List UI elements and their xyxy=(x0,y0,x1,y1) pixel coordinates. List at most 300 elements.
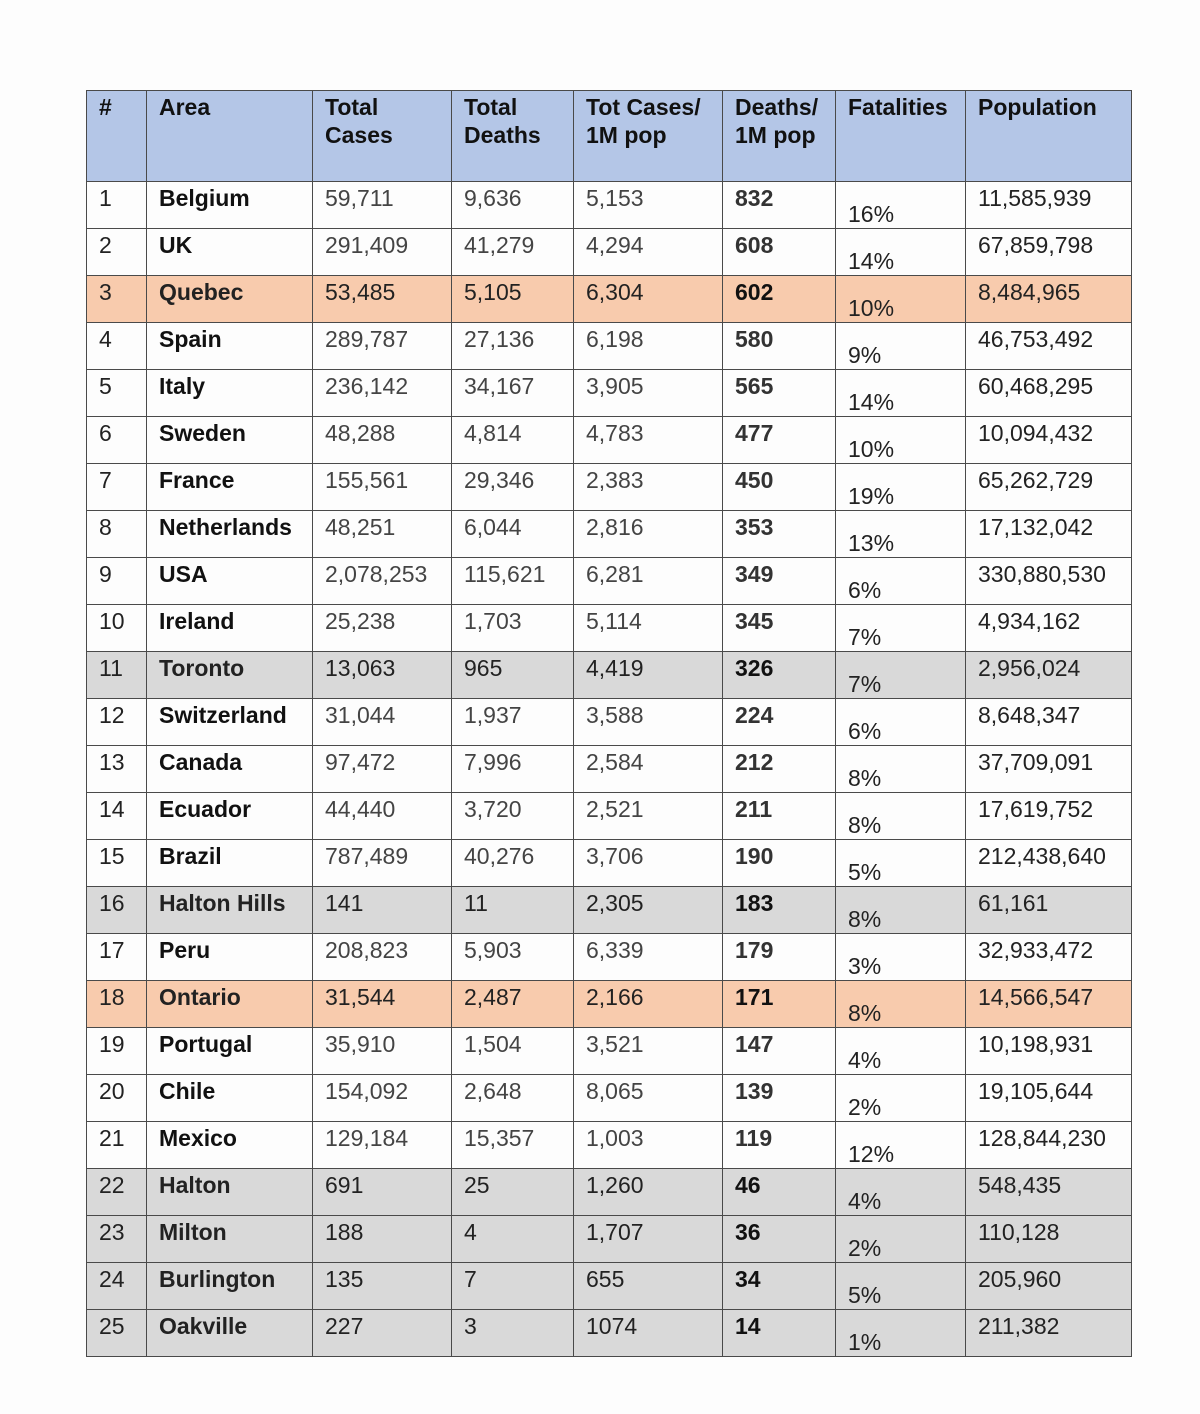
cell-value: 965 xyxy=(464,655,503,681)
cell-value: 48,251 xyxy=(325,514,396,540)
cell-rank xyxy=(87,1310,147,1357)
cell-value: 2 xyxy=(99,232,112,258)
cell-rank xyxy=(87,840,147,887)
cell-fatalities xyxy=(836,746,966,793)
table-row xyxy=(87,1122,1132,1169)
cell-value: 22 xyxy=(99,1172,125,1198)
cell-value: 211,382 xyxy=(978,1313,1060,1339)
cell-fatalities xyxy=(836,511,966,558)
cell-fatalities xyxy=(836,1122,966,1169)
cell-total-cases xyxy=(313,934,452,981)
cell-value: 59,711 xyxy=(325,185,394,211)
cell-value: 17 xyxy=(99,937,125,963)
cell-value: 3 xyxy=(464,1313,477,1339)
cell-value: Spain xyxy=(159,326,222,352)
table-row xyxy=(87,981,1132,1028)
cell-rank xyxy=(87,1169,147,1216)
cell-value: Ontario xyxy=(159,984,241,1010)
column-header-total-deaths xyxy=(452,91,574,182)
cell-value: 3,588 xyxy=(586,702,644,728)
cell-rank xyxy=(87,229,147,276)
cell-fatalities xyxy=(836,464,966,511)
cell-value: 6,304 xyxy=(586,279,644,305)
cell-cases-per-1m xyxy=(574,1216,723,1263)
cell-population xyxy=(966,699,1132,746)
cell-value: 15,357 xyxy=(464,1125,535,1151)
cell-value: 655 xyxy=(586,1266,625,1292)
cell-value: 6 xyxy=(99,420,112,446)
cell-value: 608 xyxy=(735,232,774,258)
cell-area xyxy=(147,887,313,934)
table-row xyxy=(87,417,1132,464)
cell-area xyxy=(147,1216,313,1263)
cell-rank xyxy=(87,1263,147,1310)
cell-population xyxy=(966,558,1132,605)
cell-value: 208,823 xyxy=(325,937,409,963)
cell-value: 139 xyxy=(735,1078,774,1104)
cell-value: 60,468,295 xyxy=(978,373,1094,399)
cell-total-deaths xyxy=(452,887,574,934)
cell-deaths-per-1m xyxy=(723,1122,836,1169)
cell-rank xyxy=(87,1216,147,1263)
column-header-line1: Population xyxy=(978,94,1097,120)
cell-value: 21 xyxy=(99,1125,125,1151)
cell-value: 6,198 xyxy=(586,326,644,352)
cell-value: UK xyxy=(159,232,193,258)
cell-population xyxy=(966,1169,1132,1216)
table-row xyxy=(87,793,1132,840)
cell-population xyxy=(966,1263,1132,1310)
cell-value: 14,566,547 xyxy=(978,984,1094,1010)
cell-value: Ecuador xyxy=(159,796,252,822)
cell-deaths-per-1m xyxy=(723,605,836,652)
cell-total-cases xyxy=(313,981,452,1028)
cell-total-cases xyxy=(313,1310,452,1357)
cell-value: 3 xyxy=(99,279,112,305)
cell-rank xyxy=(87,793,147,840)
cell-rank xyxy=(87,746,147,793)
cell-value: 236,142 xyxy=(325,373,409,399)
column-header-line1: Total xyxy=(464,94,518,120)
cell-fatalities xyxy=(836,276,966,323)
cell-population xyxy=(966,511,1132,558)
cell-value: 5 xyxy=(99,373,112,399)
table-body xyxy=(87,182,1132,1357)
cell-fatalities xyxy=(836,605,966,652)
cell-value: Belgium xyxy=(159,185,250,211)
cell-value: 16% xyxy=(848,201,895,227)
table-row xyxy=(87,1075,1132,1122)
cell-value: 40,276 xyxy=(464,843,535,869)
cell-value: 2,521 xyxy=(586,796,644,822)
cell-value: 135 xyxy=(325,1266,364,1292)
cell-area xyxy=(147,699,313,746)
cell-value: 5,114 xyxy=(586,608,642,634)
cell-value: 27,136 xyxy=(464,326,535,352)
cell-deaths-per-1m xyxy=(723,417,836,464)
cell-cases-per-1m xyxy=(574,464,723,511)
cell-value: 41,279 xyxy=(464,232,535,258)
cell-population xyxy=(966,370,1132,417)
cell-fatalities xyxy=(836,1216,966,1263)
cell-cases-per-1m xyxy=(574,417,723,464)
cell-deaths-per-1m xyxy=(723,840,836,887)
cell-population xyxy=(966,1028,1132,1075)
cell-value: 10 xyxy=(99,608,125,634)
cell-value: 353 xyxy=(735,514,774,540)
cell-value: 8,065 xyxy=(586,1078,644,1104)
cell-value: 7 xyxy=(99,467,112,493)
header-row xyxy=(87,91,1132,182)
cell-value: Oakville xyxy=(159,1313,248,1339)
cell-total-cases xyxy=(313,1169,452,1216)
cell-total-deaths xyxy=(452,934,574,981)
cell-cases-per-1m xyxy=(574,1122,723,1169)
cell-value: 345 xyxy=(735,608,774,634)
cell-value: 4,934,162 xyxy=(978,608,1081,634)
cell-deaths-per-1m xyxy=(723,699,836,746)
cell-value: Netherlands xyxy=(159,514,292,540)
cell-value: 23 xyxy=(99,1219,125,1245)
cell-value: 11 xyxy=(99,655,123,681)
cell-value: 580 xyxy=(735,326,774,352)
cell-cases-per-1m xyxy=(574,887,723,934)
cell-area xyxy=(147,511,313,558)
cell-population xyxy=(966,417,1132,464)
cell-population xyxy=(966,887,1132,934)
cell-rank xyxy=(87,652,147,699)
cell-value: 7% xyxy=(848,671,882,697)
cell-total-cases xyxy=(313,511,452,558)
cell-area xyxy=(147,464,313,511)
cell-fatalities xyxy=(836,981,966,1028)
cell-value: 4,419 xyxy=(586,655,644,681)
cell-area xyxy=(147,276,313,323)
cell-total-deaths xyxy=(452,981,574,1028)
cell-value: 31,044 xyxy=(325,702,396,728)
cell-deaths-per-1m xyxy=(723,1263,836,1310)
cell-value: 24 xyxy=(99,1266,125,1292)
cell-deaths-per-1m xyxy=(723,276,836,323)
cell-deaths-per-1m xyxy=(723,464,836,511)
cell-value: 171 xyxy=(735,984,774,1010)
cell-population xyxy=(966,605,1132,652)
cell-value: 4,814 xyxy=(464,420,522,446)
cell-value: 10,198,931 xyxy=(978,1031,1094,1057)
cell-value: 224 xyxy=(735,702,774,728)
cell-value: 119 xyxy=(735,1125,773,1151)
cell-value: 3,706 xyxy=(586,843,644,869)
cell-value: Peru xyxy=(159,937,211,963)
column-header-fatalities xyxy=(836,91,966,182)
cell-value: 141 xyxy=(325,890,364,916)
cell-total-cases xyxy=(313,840,452,887)
cell-rank xyxy=(87,605,147,652)
cell-value: 16 xyxy=(99,890,125,916)
column-header-deaths-per-1m xyxy=(723,91,836,182)
cell-area xyxy=(147,1310,313,1357)
cell-rank xyxy=(87,1075,147,1122)
cell-total-deaths xyxy=(452,1310,574,1357)
cell-rank xyxy=(87,1122,147,1169)
cell-value: 10,094,432 xyxy=(978,420,1094,446)
cell-value: 291,409 xyxy=(325,232,409,258)
cell-value: 3% xyxy=(848,953,882,979)
cell-value: 129,184 xyxy=(325,1125,409,1151)
cell-value: France xyxy=(159,467,235,493)
column-header-cases-per-1m xyxy=(574,91,723,182)
cell-fatalities xyxy=(836,323,966,370)
cell-cases-per-1m xyxy=(574,1028,723,1075)
cell-deaths-per-1m xyxy=(723,370,836,417)
column-header-population xyxy=(966,91,1132,182)
cell-total-deaths xyxy=(452,746,574,793)
cell-value: 211 xyxy=(735,796,773,822)
cell-value: 19% xyxy=(848,483,895,509)
column-header-line1: # xyxy=(99,94,112,120)
cell-value: 5,153 xyxy=(586,185,644,211)
cell-value: 326 xyxy=(735,655,774,681)
cell-value: 25 xyxy=(99,1313,125,1339)
cell-area xyxy=(147,981,313,1028)
cell-cases-per-1m xyxy=(574,1075,723,1122)
cell-value: 188 xyxy=(325,1219,364,1245)
table-row xyxy=(87,370,1132,417)
cell-total-deaths xyxy=(452,511,574,558)
cell-value: 29,346 xyxy=(464,467,535,493)
cell-population xyxy=(966,276,1132,323)
cell-population xyxy=(966,1122,1132,1169)
cell-value: 787,489 xyxy=(325,843,409,869)
cell-value: 2,078,253 xyxy=(325,561,428,587)
cell-value: Portugal xyxy=(159,1031,253,1057)
table-row xyxy=(87,182,1132,229)
cell-value: Mexico xyxy=(159,1125,237,1151)
cell-total-deaths xyxy=(452,840,574,887)
cell-total-deaths xyxy=(452,370,574,417)
cell-value: 32,933,472 xyxy=(978,937,1094,963)
cell-total-cases xyxy=(313,746,452,793)
cell-rank xyxy=(87,276,147,323)
cell-cases-per-1m xyxy=(574,605,723,652)
column-header-line2: 1M pop xyxy=(586,122,667,148)
cell-rank xyxy=(87,699,147,746)
cell-value: 19 xyxy=(99,1031,125,1057)
cell-population xyxy=(966,746,1132,793)
cell-total-cases xyxy=(313,887,452,934)
cell-value: 1,703 xyxy=(464,608,522,634)
cell-value: 20 xyxy=(99,1078,125,1104)
cell-value: 154,092 xyxy=(325,1078,409,1104)
cell-total-deaths xyxy=(452,1263,574,1310)
cell-value: 330,880,530 xyxy=(978,561,1106,587)
table-row xyxy=(87,1263,1132,1310)
cell-total-cases xyxy=(313,652,452,699)
cell-area xyxy=(147,1169,313,1216)
cell-area xyxy=(147,652,313,699)
cell-cases-per-1m xyxy=(574,652,723,699)
cell-value: Sweden xyxy=(159,420,246,446)
cell-area xyxy=(147,1075,313,1122)
cell-fatalities xyxy=(836,840,966,887)
cell-rank xyxy=(87,887,147,934)
cell-total-cases xyxy=(313,182,452,229)
cell-value: 4% xyxy=(848,1047,882,1073)
cell-value: 691 xyxy=(325,1172,364,1198)
cell-value: Italy xyxy=(159,373,206,399)
cell-total-deaths xyxy=(452,793,574,840)
cell-rank xyxy=(87,511,147,558)
cell-value: 8 xyxy=(99,514,112,540)
cell-value: 37,709,091 xyxy=(978,749,1094,775)
cell-deaths-per-1m xyxy=(723,887,836,934)
table-row xyxy=(87,229,1132,276)
cell-value: 205,960 xyxy=(978,1266,1062,1292)
cell-value: USA xyxy=(159,561,208,587)
cell-value: 31,544 xyxy=(325,984,396,1010)
cell-value: 2,648 xyxy=(464,1078,522,1104)
cell-deaths-per-1m xyxy=(723,323,836,370)
cell-area xyxy=(147,370,313,417)
cell-value: 2% xyxy=(848,1094,882,1120)
cell-value: 34,167 xyxy=(464,373,535,399)
table-row xyxy=(87,605,1132,652)
cell-value: 4 xyxy=(464,1219,477,1245)
cell-total-deaths xyxy=(452,276,574,323)
column-header-line1: Deaths/ xyxy=(735,94,819,120)
cell-value: 4% xyxy=(848,1188,882,1214)
cell-value: 349 xyxy=(735,561,774,587)
cell-value: 14% xyxy=(848,248,895,274)
cell-value: 1,260 xyxy=(586,1172,644,1198)
cell-population xyxy=(966,840,1132,887)
cell-total-deaths xyxy=(452,1169,574,1216)
cell-value: 2,383 xyxy=(586,467,644,493)
cell-rank xyxy=(87,1028,147,1075)
cell-value: 1,003 xyxy=(586,1125,644,1151)
cell-value: 8% xyxy=(848,765,882,791)
cell-population xyxy=(966,652,1132,699)
cell-value: 190 xyxy=(735,843,774,869)
table-row xyxy=(87,887,1132,934)
cell-total-deaths xyxy=(452,1216,574,1263)
table-row xyxy=(87,1310,1132,1357)
cell-cases-per-1m xyxy=(574,1263,723,1310)
cell-value: Halton Hills xyxy=(159,890,286,916)
cell-value: 25,238 xyxy=(325,608,396,634)
covid-stats-table xyxy=(86,90,1132,1357)
cell-total-cases xyxy=(313,1263,452,1310)
cell-value: 4,294 xyxy=(586,232,644,258)
cell-deaths-per-1m xyxy=(723,558,836,605)
cell-rank xyxy=(87,934,147,981)
cell-value: 18 xyxy=(99,984,125,1010)
cell-total-cases xyxy=(313,276,452,323)
cell-rank xyxy=(87,464,147,511)
cell-cases-per-1m xyxy=(574,699,723,746)
cell-value: Canada xyxy=(159,749,243,775)
table-row xyxy=(87,934,1132,981)
cell-total-cases xyxy=(313,605,452,652)
cell-value: 212 xyxy=(735,749,774,775)
cell-value: 4 xyxy=(99,326,112,352)
cell-area xyxy=(147,1028,313,1075)
table-row xyxy=(87,652,1132,699)
cell-value: 110,128 xyxy=(978,1219,1060,1245)
cell-fatalities xyxy=(836,887,966,934)
cell-deaths-per-1m xyxy=(723,981,836,1028)
cell-value: 565 xyxy=(735,373,774,399)
cell-value: 15 xyxy=(99,843,125,869)
cell-deaths-per-1m xyxy=(723,1169,836,1216)
cell-deaths-per-1m xyxy=(723,652,836,699)
cell-deaths-per-1m xyxy=(723,1028,836,1075)
cell-total-cases xyxy=(313,1075,452,1122)
cell-value: 97,472 xyxy=(325,749,396,775)
cell-area xyxy=(147,229,313,276)
cell-value: 1074 xyxy=(586,1313,638,1339)
cell-value: 450 xyxy=(735,467,774,493)
cell-cases-per-1m xyxy=(574,981,723,1028)
cell-area xyxy=(147,1122,313,1169)
column-header-line1: Total xyxy=(325,94,379,120)
cell-total-deaths xyxy=(452,464,574,511)
cell-area xyxy=(147,793,313,840)
cell-rank xyxy=(87,417,147,464)
cell-fatalities xyxy=(836,934,966,981)
cell-area xyxy=(147,840,313,887)
cell-fatalities xyxy=(836,793,966,840)
cell-total-cases xyxy=(313,793,452,840)
cell-total-cases xyxy=(313,1122,452,1169)
cell-total-cases xyxy=(313,464,452,511)
cell-population xyxy=(966,934,1132,981)
cell-value: 65,262,729 xyxy=(978,467,1094,493)
cell-value: 2,956,024 xyxy=(978,655,1081,681)
cell-fatalities xyxy=(836,1263,966,1310)
column-header-line1: Fatalities xyxy=(848,94,948,120)
table-row xyxy=(87,746,1132,793)
cell-value: 128,844,230 xyxy=(978,1125,1106,1151)
cell-population xyxy=(966,323,1132,370)
cell-value: 9 xyxy=(99,561,112,587)
cell-cases-per-1m xyxy=(574,511,723,558)
cell-total-cases xyxy=(313,558,452,605)
cell-value: 36 xyxy=(735,1219,761,1245)
cell-value: Chile xyxy=(159,1078,216,1104)
cell-population xyxy=(966,1310,1132,1357)
cell-value: 832 xyxy=(735,185,774,211)
cell-value: 48,288 xyxy=(325,420,396,446)
cell-fatalities xyxy=(836,1310,966,1357)
cell-deaths-per-1m xyxy=(723,1310,836,1357)
cell-fatalities xyxy=(836,370,966,417)
cell-value: 6% xyxy=(848,718,882,744)
table-row xyxy=(87,464,1132,511)
cell-total-deaths xyxy=(452,558,574,605)
cell-total-deaths xyxy=(452,652,574,699)
cell-value: Quebec xyxy=(159,279,244,305)
cell-value: 35,910 xyxy=(325,1031,396,1057)
cell-rank xyxy=(87,558,147,605)
table-row xyxy=(87,276,1132,323)
column-header-line1: Area xyxy=(159,94,211,120)
cell-rank xyxy=(87,370,147,417)
column-header-rank xyxy=(87,91,147,182)
cell-value: 10% xyxy=(848,295,895,321)
cell-cases-per-1m xyxy=(574,1310,723,1357)
cell-cases-per-1m xyxy=(574,370,723,417)
